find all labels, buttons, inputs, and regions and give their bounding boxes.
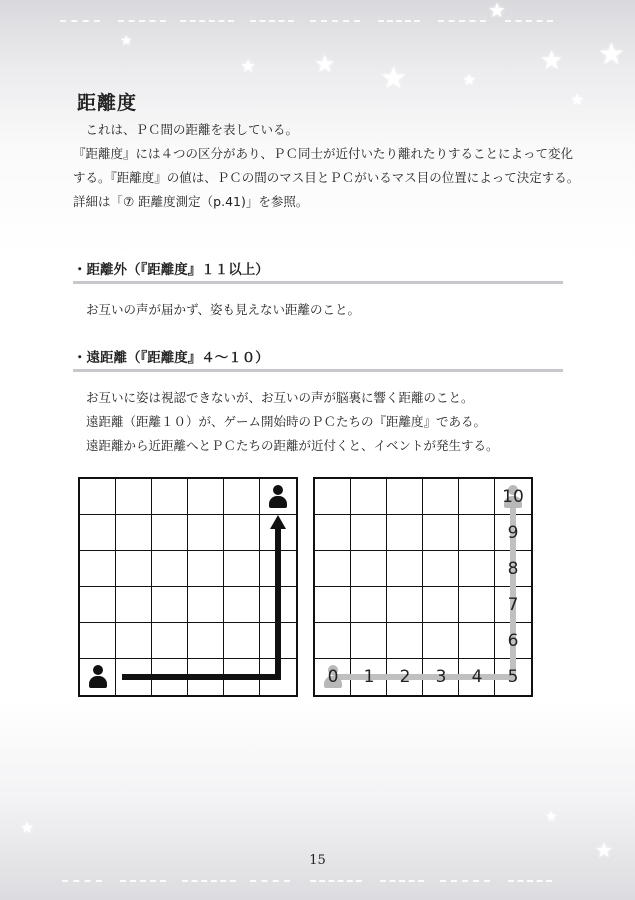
star-icon: ★ <box>540 46 564 76</box>
section-line: お互いに姿は視認できないが、お互いの声が脳裏に響く距離のこと。 <box>86 390 474 405</box>
distance-number: 8 <box>507 559 519 579</box>
distance-number: 9 <box>507 523 519 543</box>
distance-number: 7 <box>507 595 519 615</box>
star-icon: ★ <box>380 61 407 96</box>
movement-arrow <box>80 479 296 695</box>
section-line: 遠距離から近距離へとＰＣたちの距離が近付くと、イベントが発生する。 <box>86 438 499 453</box>
distance-grid-right <box>313 477 533 697</box>
dash-divider <box>120 880 166 884</box>
dash-divider <box>250 20 294 24</box>
star-icon: ★ <box>120 33 133 49</box>
count-path <box>315 479 531 695</box>
person-icon <box>269 485 287 509</box>
dash-divider <box>378 20 420 24</box>
dash-divider <box>505 20 553 24</box>
distance-number: 2 <box>399 667 411 687</box>
distance-number: 3 <box>435 667 447 687</box>
star-icon: ★ <box>240 56 257 77</box>
distance-grid-left <box>78 477 298 697</box>
dash-divider <box>250 880 290 884</box>
dash-divider <box>438 20 486 24</box>
distance-number: 1 <box>363 667 375 687</box>
dash-divider <box>182 880 236 884</box>
dash-divider <box>440 880 490 884</box>
dash-divider <box>380 880 424 884</box>
intro-line: これは、ＰＣ間の距離を表している。 <box>73 122 299 137</box>
intro-line: 『距離度』には４つの区分があり、ＰＣ同士が近付いたり離れたりすることによって変化する。『距離度』の値は、ＰＣの間のマス目とＰＣがいるマス目の位置によって決定する。詳細は「⑦ 距離度測定（p.41)」を参照。 <box>73 146 580 209</box>
star-icon: ★ <box>488 0 506 22</box>
star-icon: ★ <box>545 809 558 825</box>
dash-divider <box>310 880 362 884</box>
section-line: お互いの声が届かず、姿も見えない距離のこと。 <box>86 302 361 317</box>
star-icon: ★ <box>314 50 336 78</box>
page-title: 距離度 <box>77 92 138 114</box>
star-icon: ★ <box>595 838 613 862</box>
section-title-out-of-range: ・距離外（『距離度』１１以上） <box>73 258 563 284</box>
distance-number: 6 <box>507 631 519 651</box>
distance-number: 4 <box>471 667 483 687</box>
section-title-long-range: ・遠距離（『距離度』４～１０） <box>73 346 563 372</box>
dash-divider <box>118 20 166 24</box>
star-border-bottom <box>0 780 635 900</box>
star-icon: ★ <box>570 90 585 109</box>
dash-divider <box>508 880 552 884</box>
section-body-long-range <box>86 386 596 458</box>
distance-number: 0 <box>327 667 339 687</box>
star-icon: ★ <box>20 818 35 837</box>
distance-number: 10 <box>502 487 524 507</box>
dash-divider <box>180 20 234 24</box>
section-body-out-of-range <box>86 298 596 322</box>
intro-paragraph <box>73 118 583 214</box>
dash-divider <box>60 20 100 24</box>
dash-divider <box>62 880 102 884</box>
path-line <box>122 527 278 677</box>
page-number: 15 <box>309 853 326 868</box>
distance-number: 5 <box>507 667 519 687</box>
star-icon: ★ <box>462 70 477 89</box>
path-line <box>333 497 513 677</box>
dash-divider <box>310 20 360 24</box>
arrow-up-icon <box>270 515 286 529</box>
person-icon <box>89 665 107 689</box>
section-line: 遠距離（距離１０）が、ゲーム開始時のＰＣたちの『距離度』である。 <box>86 414 487 429</box>
star-icon: ★ <box>598 37 625 72</box>
